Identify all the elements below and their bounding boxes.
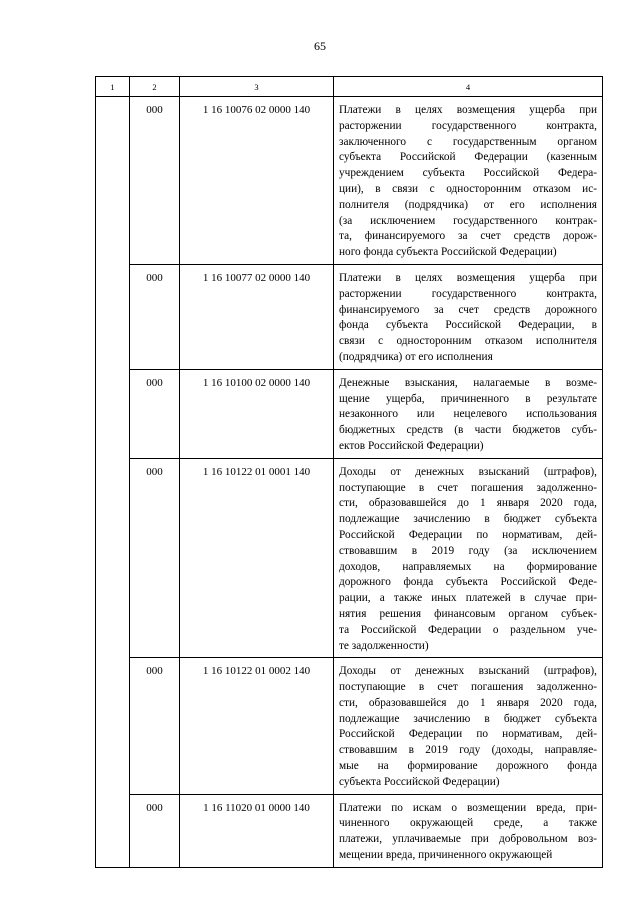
description-line: поступающие в счет погашения задолженно- — [339, 481, 597, 494]
description-line: платежи, уплачиваемые при добровольном воз- — [339, 833, 597, 846]
description-line: подлежащие зачислению в бюджет субъекта — [339, 513, 597, 526]
description-line: ектов Российской Федерации) — [339, 439, 484, 452]
description-line: дорожного фонда субъекта Российской Феде- — [339, 576, 597, 589]
admin-code-cell: 000 — [130, 369, 180, 458]
description-line: полнителя (подрядчика) от его исполнения — [339, 198, 597, 211]
description-cell — [334, 97, 603, 265]
description-line: Денежные взыскания, налагаемые в возме- — [339, 376, 597, 389]
table-row — [96, 369, 603, 458]
description-line: Российской Федерации по нормативам, дей- — [339, 528, 597, 541]
budget-code-cell: 1 16 10122 01 0001 140 — [180, 458, 334, 658]
header-cell-4: 4 — [334, 77, 603, 97]
description-line: ного фонда субъекта Российской Федерации) — [339, 246, 557, 259]
description-line: бюджетных средств (в части бюджетов субъ- — [339, 424, 597, 437]
admin-code-cell: 000 — [130, 97, 180, 265]
description-line: (подрядчика) от его исполнения — [339, 350, 493, 363]
budget-code-table — [95, 76, 603, 868]
header-cell-1: 1 — [96, 77, 130, 97]
budget-code-cell: 1 16 11020 01 0000 140 — [180, 794, 334, 867]
admin-code-cell: 000 — [130, 264, 180, 369]
table-row — [96, 658, 603, 794]
description-line: те задолженности) — [339, 639, 429, 652]
description-cell — [334, 264, 603, 369]
table-row — [96, 794, 603, 867]
description-cell — [334, 658, 603, 794]
page-number: 65 — [314, 39, 326, 53]
admin-code-cell: 000 — [130, 658, 180, 794]
description-line: фонда субъекта Российской Федерации, в — [339, 319, 597, 332]
description-line: щение ущерба, причиненного в результате — [339, 392, 597, 405]
description-line: Российской Федерации по нормативам, дей- — [339, 728, 597, 741]
description-line: (за исключением государственного контрак- — [339, 214, 597, 227]
description-cell — [334, 369, 603, 458]
description-line: чиненного окружающей среде, а также — [339, 817, 597, 830]
admin-code-cell: 000 — [130, 458, 180, 658]
description-line: финансируемого за счет средств дорожного — [339, 303, 597, 316]
description-line: учреждением субъекта Российской Федера- — [339, 167, 597, 180]
description-line: мещении вреда, причиненного окружающей — [339, 849, 553, 862]
description-line: Платежи в целях возмещения ущерба при — [339, 104, 597, 116]
description-line: доходов, направляемых на формирование — [339, 560, 597, 573]
description-line: заключенного с государственным органом — [339, 135, 597, 148]
description-line: нятия решения финансовым органом субъек- — [339, 607, 597, 620]
description-line: подлежащие зачислению в бюджет субъекта — [339, 712, 597, 725]
table-row — [96, 458, 603, 658]
table-header-row — [96, 77, 603, 97]
description-line: Доходы от денежных взысканий (штрафов), — [339, 465, 597, 478]
description-line: расторжении государственного контракта, — [339, 119, 597, 132]
header-cell-2: 2 — [130, 77, 180, 97]
table-row — [96, 97, 603, 265]
description-line: незаконного или нецелевого использования — [339, 408, 597, 421]
group-cell — [96, 97, 130, 868]
description-line: сти, образовавшейся до 1 января 2020 года, — [339, 497, 597, 510]
description-line: Доходы от денежных взысканий (штрафов), — [339, 665, 597, 678]
description-line: сти, образовавшейся до 1 января 2020 года, — [339, 696, 597, 709]
description-line: поступающие в счет погашения задолженно- — [339, 681, 597, 694]
description-line: субъекта Российской Федерации (казенным — [339, 151, 597, 164]
description-cell — [334, 794, 603, 867]
description-line: ствовавшим в 2019 году (доходы, направляе- — [339, 744, 597, 757]
description-line: ции), в связи с односторонним отказом ис- — [339, 182, 597, 195]
description-line: Платежи в целях возмещения ущерба при — [339, 271, 597, 284]
description-line: мые на формирование дорожного фонда — [339, 760, 597, 773]
budget-code-cell: 1 16 10100 02 0000 140 — [180, 369, 334, 458]
description-line: расторжении государственного контракта, — [339, 287, 597, 300]
description-cell — [334, 458, 603, 658]
description-line: та Российской Федерации о раздельном уче- — [339, 623, 597, 636]
budget-code-cell: 1 16 10122 01 0002 140 — [180, 658, 334, 794]
admin-code-cell: 000 — [130, 794, 180, 867]
description-line: та, финансируемого за счет средств дорож- — [339, 230, 597, 243]
description-line: Платежи по искам о возмещении вреда, при- — [339, 801, 597, 814]
description-line: связи с односторонним отказом исполнителя — [339, 335, 597, 348]
budget-code-cell: 1 16 10077 02 0000 140 — [180, 264, 334, 369]
description-line: субъекта Российской Федерации) — [339, 775, 500, 788]
header-cell-3: 3 — [180, 77, 334, 97]
description-line: рации, а также иных платежей в случае при- — [339, 592, 597, 605]
description-line: ствовавшим в 2019 году (за исключением — [339, 544, 597, 557]
budget-code-cell: 1 16 10076 02 0000 140 — [180, 97, 334, 265]
table-row — [96, 264, 603, 369]
